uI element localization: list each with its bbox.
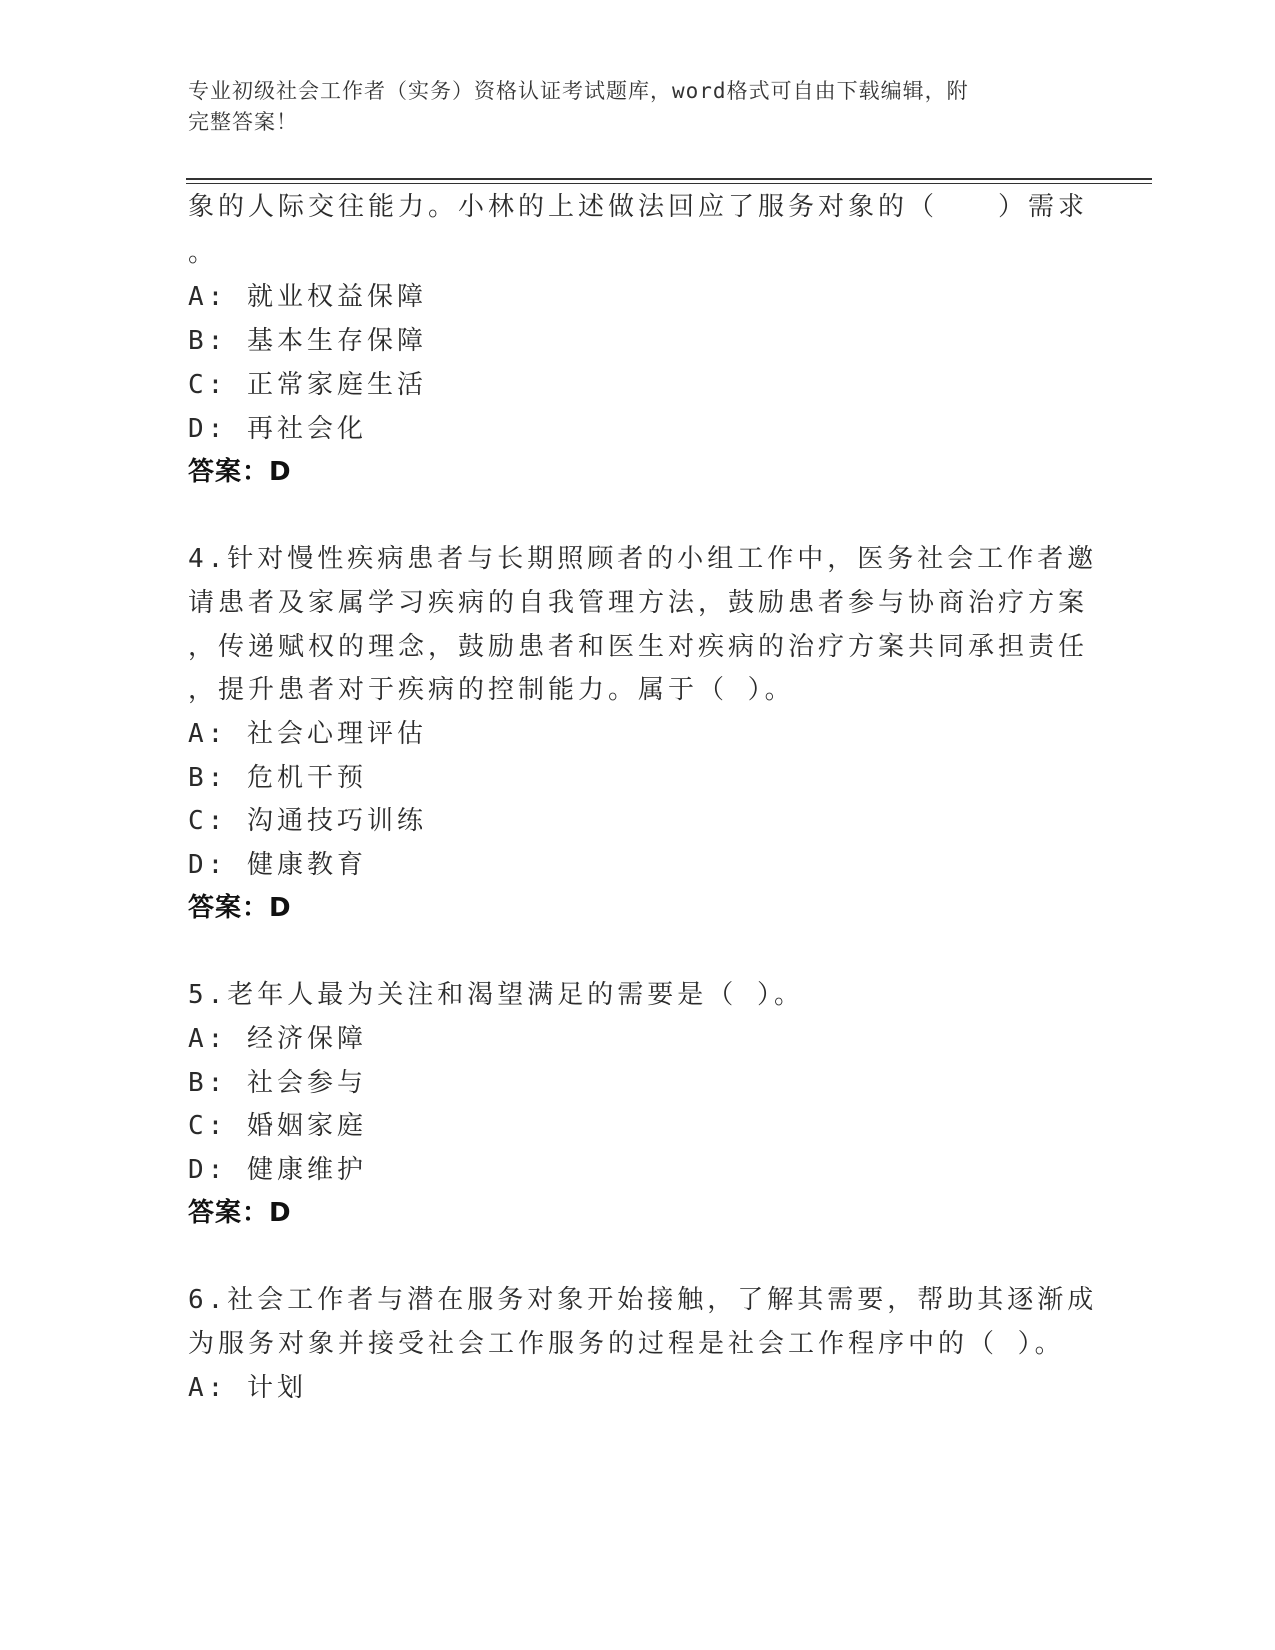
- q5-option-a: A: 经济保障: [188, 1024, 367, 1054]
- q4-stem-line-1: 4.针对慢性疾病患者与长期照顾者的小组工作中，医务社会工作者邀: [188, 544, 1098, 574]
- q3-option-d: D: 再社会化: [188, 414, 367, 444]
- document-header: [188, 76, 1068, 138]
- q3-stem-line-2: 。: [188, 238, 219, 268]
- header-rule-thin: [186, 183, 1152, 184]
- q4-option-a: A: 社会心理评估: [188, 719, 427, 749]
- q3-option-a: A: 就业权益保障: [188, 282, 427, 312]
- q4-answer: 答案：D: [188, 893, 292, 923]
- q4-option-c: C: 沟通技巧训练: [188, 806, 427, 836]
- header-line-2: 完整答案！: [188, 110, 298, 134]
- q4-stem-line-2: 请患者及家属学习疾病的自我管理方法，鼓励患者参与协商治疗方案: [188, 588, 1089, 618]
- q4-option-d: D: 健康教育: [188, 850, 367, 880]
- q5-option-b: B: 社会参与: [188, 1068, 367, 1098]
- q3-answer: 答案：D: [188, 457, 292, 487]
- q3-stem-line-1: 象的人际交往能力。小林的上述做法回应了服务对象的（ ）需求: [188, 192, 1089, 222]
- q5-option-d: D: 健康维护: [188, 1155, 367, 1185]
- q6-stem-line-1: 6.社会工作者与潜在服务对象开始接触，了解其需要，帮助其逐渐成: [188, 1285, 1098, 1315]
- q3-option-c: C: 正常家庭生活: [188, 370, 427, 400]
- q4-stem-line-3: ，传递赋权的理念，鼓励患者和医生对疾病的治疗方案共同承担责任: [188, 632, 1089, 662]
- q5-option-c: C: 婚姻家庭: [188, 1111, 367, 1141]
- q5-answer: 答案：D: [188, 1198, 292, 1228]
- q6-stem-line-2: 为服务对象并接受社会工作服务的过程是社会工作程序中的（ ）。: [188, 1329, 1065, 1359]
- q4-stem-line-4: ，提升患者对于疾病的控制能力。属于（ ）。: [188, 675, 795, 705]
- q5-stem-line-1: 5.老年人最为关注和渴望满足的需要是（ ）。: [188, 980, 804, 1010]
- q3-option-b: B: 基本生存保障: [188, 326, 427, 356]
- header-rule: [186, 178, 1152, 180]
- q6-option-a: A: 计划: [188, 1373, 307, 1403]
- q4-option-b: B: 危机干预: [188, 763, 367, 793]
- header-line-1: 专业初级社会工作者（实务）资格认证考试题库，word格式可自由下载编辑，附: [188, 79, 969, 103]
